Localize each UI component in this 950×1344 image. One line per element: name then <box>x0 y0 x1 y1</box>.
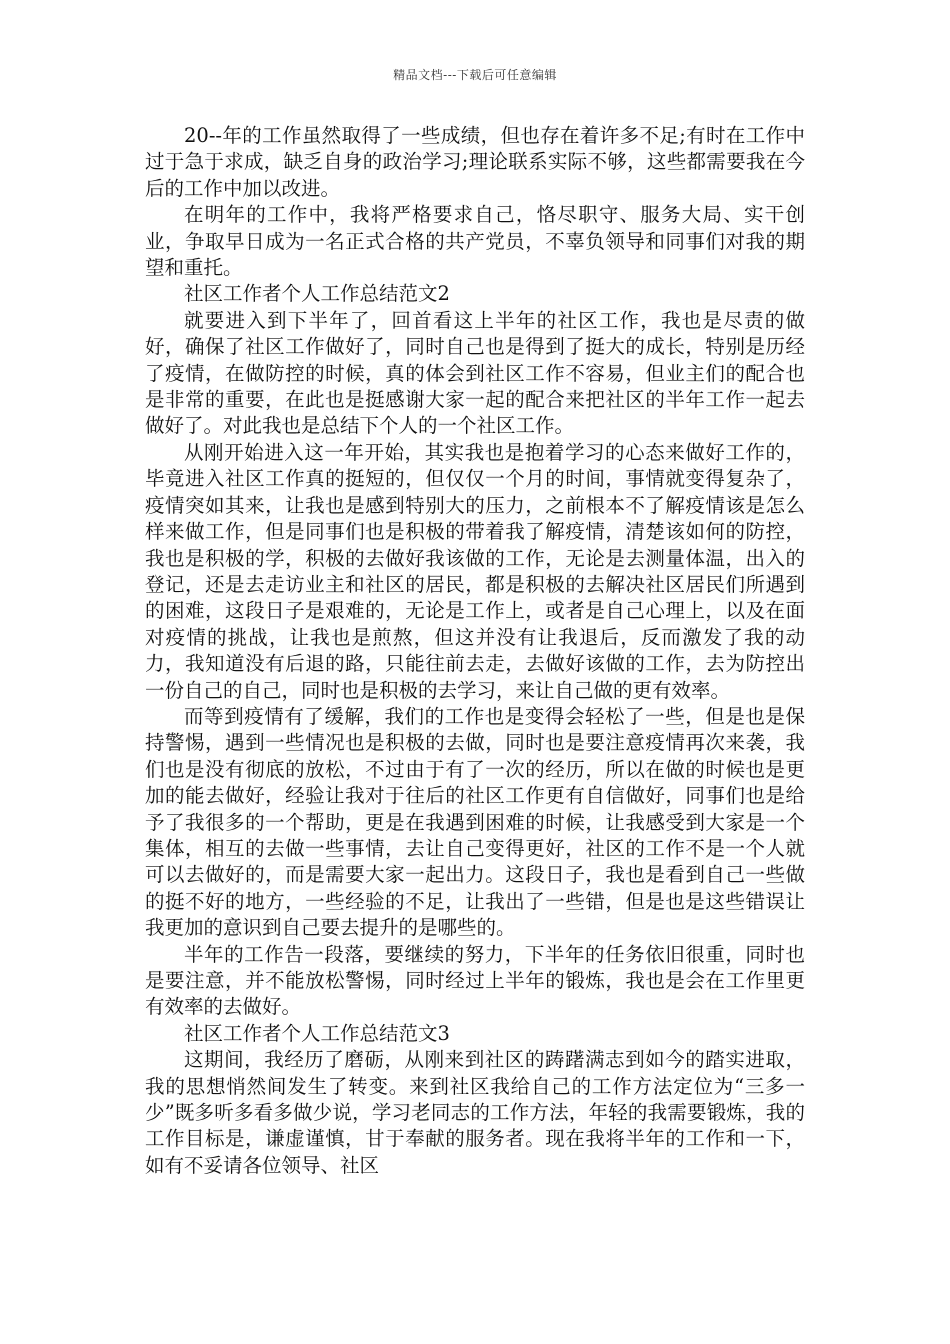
paragraph: 在明年的工作中，我将严格要求自己，恪尽职守、服务大局、实干创业，争取早日成为一名正式合格的共产党员，不辜负领导和同事们对我的期望和重托。 <box>145 203 805 280</box>
section-heading: 社区工作者个人工作总结范文3 <box>184 1021 450 1045</box>
paragraph: 从刚开始进入这一年开始，其实我也是抱着学习的心态来做好工作的，毕竟进入社区工作真的挺短的，但仅仅一个月的时间，事情就变得复杂了，疫情突如其来，让我也是感到特别大的压力，之前根本不了解疫情该是怎么样来做工作，但是同事们也是积极的带着我了解疫情，清楚该如何的防控，我也是积极的学，积极的去做好我该做的工作，无论是去测量体温，出入的登记，还是去走访业主和社区的居民，都是积极的去解决社区居民们所遇到的困难，这段日子是艰难的，无论是工作上，或者是自己心理上，以及在面对疫情的挑战，让我也是煎熬，但这并没有让我退后，反而激发了我的动力，我知道没有后退的路，只能往前去走，去做好该做的工作，去为防控出一份自己的自己，同时也是积极的去学习，来让自己做的更有效率。 <box>145 440 805 702</box>
paragraph: 就要进入到下半年了，回首看这上半年的社区工作，我也是尽责的做好，确保了社区工作做好了，同时自己也是得到了挺大的成长，特别是历经了疫情，在做防控的时候，真的体会到社区工作不容易，但业主们的配合也是非常的重要，在此也是挺感谢大家一起的配合来把社区的半年工作一起去做好了。对此我也是总结下个人的一个社区工作。 <box>145 308 805 438</box>
page-header: 精品文档---下载后可任意编辑 <box>393 68 557 82</box>
document-body <box>145 123 805 1179</box>
section-heading: 社区工作者个人工作总结范文2 <box>184 282 450 306</box>
paragraph: 20--年的工作虽然取得了一些成绩，但也存在着许多不足;有时在工作中过于急于求成，缺乏自身的政治学习;理论联系实际不够，这些都需要我在今后的工作中加以改进。 <box>145 124 805 200</box>
paragraph: 半年的工作告一段落，要继续的努力，下半年的任务依旧很重，同时也是要注意，并不能放松警惕，同时经过上半年的锻炼，我也是会在工作里更有效率的去做好。 <box>145 942 805 1019</box>
paragraph: 这期间，我经历了磨砺，从刚来到社区的踌躇满志到如今的踏实进取，我的思想悄然间发生了转变。来到社区我给自己的工作方法定位为“三多一少”既多听多看多做少说，学习老同志的工作方法，年轻的我需要锻炼，我的工作目标是，谦虚谨慎，甘于奉献的服务者。现在我将半年的工作和一下，如有不妥请各位领导、社区 <box>145 1048 805 1177</box>
paragraph: 而等到疫情有了缓解，我们的工作也是变得会轻松了一些，但是也是保持警惕，遇到一些情况也是积极的去做，同时也是要注意疫情再次来袭，我们也是没有彻底的放松，不过由于有了一次的经历，所以在做的时候也是更加的能去做好，经验让我对于往后的社区工作更有自信做好，同事们也是给予了我很多的一个帮助，更是在我遇到困难的时候，让我感受到大家是一个集体，相互的去做一些事情，去让自己变得更好，社区的工作不是一个人就可以去做好的，而是需要大家一起出力。这段日子，我也是看到自己一些做的挺不好的地方，一些经验的不足，让我出了一些错，但是也是这些错误让我更加的意识到自己要去提升的是哪些的。 <box>145 704 805 940</box>
